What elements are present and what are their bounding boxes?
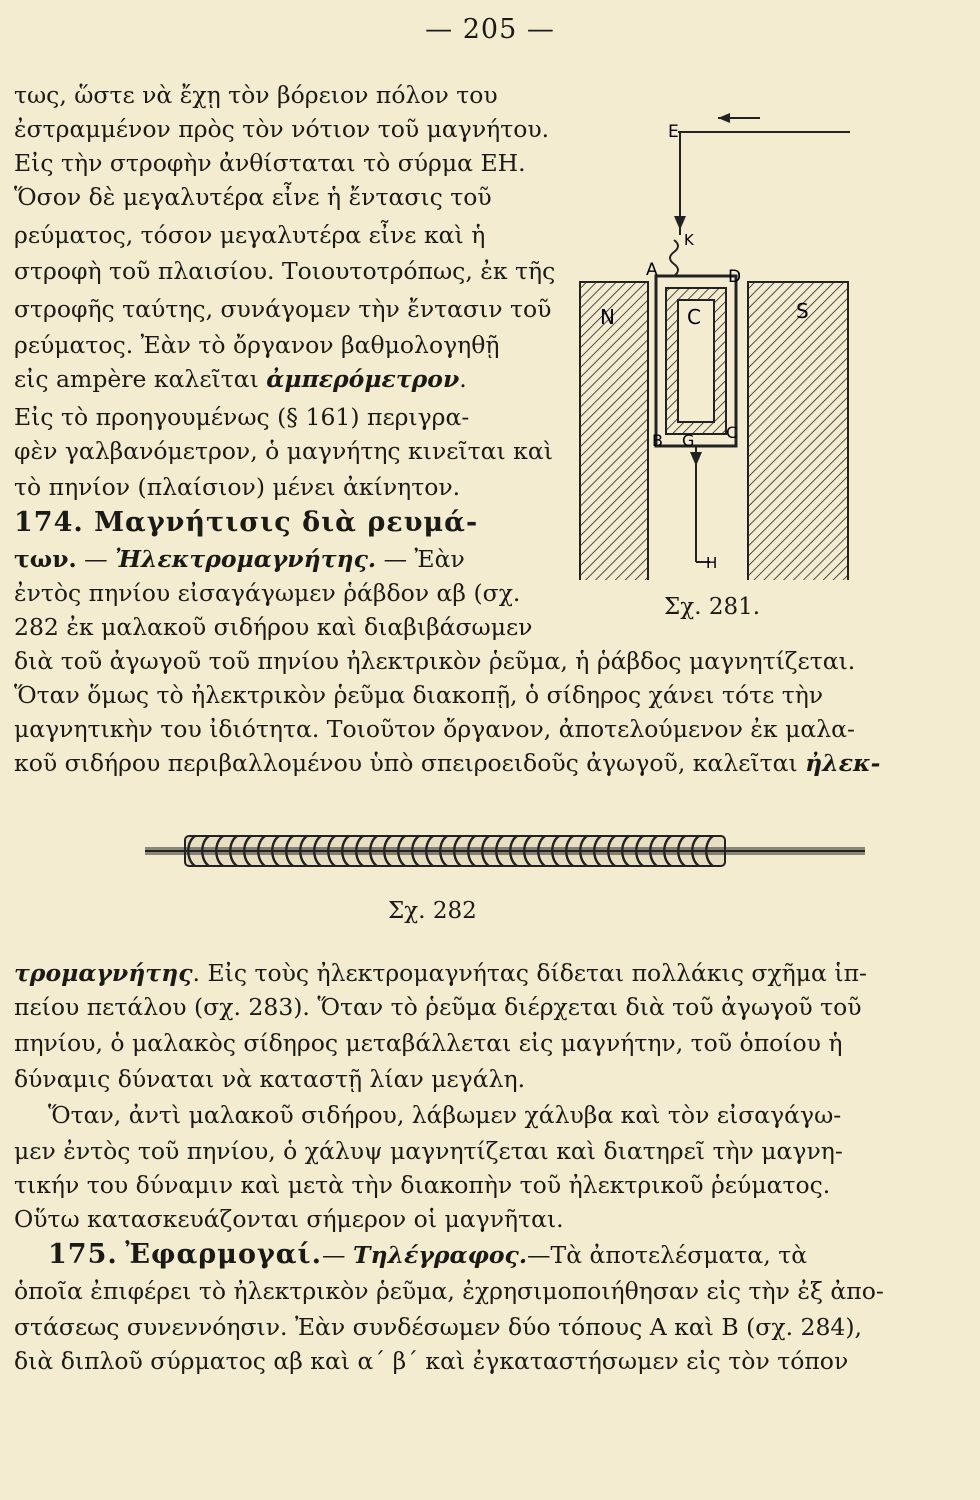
label-b: B (652, 431, 663, 450)
text-line: τως, ὥστε νὰ ἔχῃ τὸν βόρειον πόλον του (14, 81, 498, 109)
text-span: εἰς ampère καλεῖται (14, 365, 267, 393)
section-number: 174. (14, 507, 84, 538)
figure-281 (570, 110, 870, 580)
text-line: Εἰς τὸ προηγουμένως (§ 161) περιγρα- (14, 403, 470, 431)
text-span: κοῦ σιδήρου περιβαλλομένου ὑπὸ σπειροειδοῦς ἀγωγοῦ, καλεῖται (14, 749, 806, 777)
spring-coil (670, 240, 678, 276)
electro-cont-line (14, 958, 867, 988)
magnet-pole-right (748, 282, 848, 580)
label-n: N (600, 305, 615, 329)
section-title: Μαγνήτισις διὰ ρευμά- (94, 507, 479, 538)
text-line: ὁποῖα ἐπιφέρει τὸ ἠλεκτρικὸν ῥεῦμα, ἐχρησιμοποιήθησαν εἰς τὴν ἐξ ἀπο- (14, 1277, 884, 1305)
label-c-bottom: C (726, 423, 738, 442)
electro-line (14, 748, 880, 778)
text-line: τικήν του δύναμιν καὶ μετὰ τὴν διακοπὴν τοῦ ἠλεκτρικοῦ ῥεύματος. (14, 1171, 831, 1199)
electromagnet-term-cont: τρομαγνήτης (14, 959, 193, 987)
text-line: ἐστραμμένον πρὸς τὸν νότιον τοῦ μαγνήτου. (14, 115, 550, 143)
text-line: Οὕτω κατασκευάζονται σήμερον οἱ μαγνῆται. (14, 1205, 564, 1233)
text-line: ρεύματος, τόσον μεγαλυτέρα εἶνε καὶ ἡ (14, 221, 486, 249)
text-span: . (459, 365, 467, 393)
label-c-top: C (687, 305, 701, 329)
text-line: διὰ διπλοῦ σύρματος αβ καὶ α΄ β΄ καὶ ἐγκαταστήσωμεν εἰς τὸν τόπον (14, 1347, 849, 1375)
label-k: K (684, 231, 694, 249)
section-subtitle: Ἠλεκτρομαγνήτης. (115, 545, 377, 573)
text-span: . Εἰς τοὺς ἠλεκτρομαγνήτας δίδεται πολλάκις σχῆμα ἱπ- (192, 959, 867, 987)
page-number: — 205 — (425, 14, 555, 45)
text-line: δύναμις δύναται νὰ καταστῇ λίαν μεγάλη. (14, 1065, 526, 1093)
text-line: Ὅταν ὅμως τὸ ἠλεκτρικὸν ῥεῦμα διακοπῇ, ὁ σίδηρος χάνει τότε τὴν (14, 681, 824, 709)
section-number: 175. (48, 1239, 118, 1270)
text-line: στάσεως συνεννόησιν. Ἐὰν συνδέσωμεν δύο τόπους Α καὶ Β (σχ. 284), (14, 1313, 863, 1341)
text-line: Ὅταν, ἀντὶ μαλακοῦ σιδήρου, λάβωμεν χάλυβα καὶ τὸν εἰσαγάγω- (48, 1101, 842, 1129)
section-174-subheading (14, 544, 465, 574)
section-subtitle: Τηλέγραφος. (353, 1241, 528, 1269)
text-line: πείου πετάλου (σχ. 283). Ὅταν τὸ ῥεῦμα διέρχεται διὰ τοῦ ἀγωγοῦ τοῦ (14, 993, 862, 1021)
arrow-icon (690, 452, 702, 466)
label-d: D (728, 267, 742, 287)
text-line: φὲν γαλβανόμετρον, ὁ μαγνήτης κινεῖται καὶ (14, 437, 553, 465)
text-line: Ὅσον δὲ μεγαλυτέρα εἶνε ἡ ἔντασις τοῦ (14, 183, 492, 211)
label-s: S (796, 299, 809, 323)
text-line: Εἰς τὴν στροφὴν ἀνθίσταται τὸ σύρμα ΕΗ. (14, 149, 526, 177)
figure-282-caption: Σχ. 282 (388, 898, 477, 924)
text-span: —Τὰ ἀποτελέσματα, τὰ (527, 1241, 808, 1269)
text-line: πηνίου, ὁ μαλακὸς σίδηρος μεταβάλλεται εἰς μαγνήτην, τοῦ ὁποίου ἡ (14, 1029, 843, 1057)
text-line: στροφὴ τοῦ πλαισίου. Τοιουτοτρόπως, ἐκ τῆς (14, 257, 556, 285)
text-line: τὸ πηνίον (πλαίσιον) μένει ἀκίνητον. (14, 473, 461, 501)
label-h: H (706, 554, 718, 572)
ampere-line (14, 364, 467, 394)
label-g: G (682, 431, 695, 450)
arrow-icon (718, 113, 730, 123)
label-a: A (646, 260, 658, 280)
figure-281-caption: Σχ. 281. (664, 594, 761, 620)
text-span: — Ἐὰν (383, 545, 465, 573)
dash: — (84, 545, 108, 573)
label-e: E (668, 122, 679, 142)
section-title-cont: των. (14, 545, 77, 573)
section-175-heading (48, 1240, 807, 1270)
electromagnet-term: ἠλεκ- (805, 749, 881, 777)
section-174-heading (14, 508, 478, 538)
text-line: ἐντὸς πηνίου εἰσαγάγωμεν ῥάβδον αβ (σχ. (14, 579, 521, 607)
dash: — (322, 1241, 346, 1269)
arrow-icon (674, 216, 686, 230)
ammeter-term: ἀμπερόμετρον (266, 365, 460, 393)
text-line: μαγνητικὴν του ἰδιότητα. Τοιοῦτον ὄργανον, ἀποτελούμενον ἐκ μαλα- (14, 715, 855, 743)
text-line: 282 ἐκ μαλακοῦ σιδήρου καὶ διαβιβάσωμεν (14, 613, 533, 641)
text-line: στροφῆς ταύτης, συνάγομεν τὴν ἔντασιν τοῦ (14, 295, 552, 323)
figure-282 (145, 818, 865, 898)
text-line: ρεύματος. Ἐὰν τὸ ὄργανον βαθμολογηθῇ (14, 331, 500, 359)
section-title: Ἐφαρμογαί. (125, 1239, 323, 1270)
text-line: μεν ἐντὸς τοῦ πηνίου, ὁ χάλυψ μαγνητίζεται καὶ διατηρεῖ τὴν μαγνη- (14, 1137, 843, 1165)
text-line: διὰ τοῦ ἀγωγοῦ τοῦ πηνίου ἠλεκτρικὸν ῥεῦμα, ἡ ῥάβδος μαγνητίζεται. (14, 647, 856, 675)
